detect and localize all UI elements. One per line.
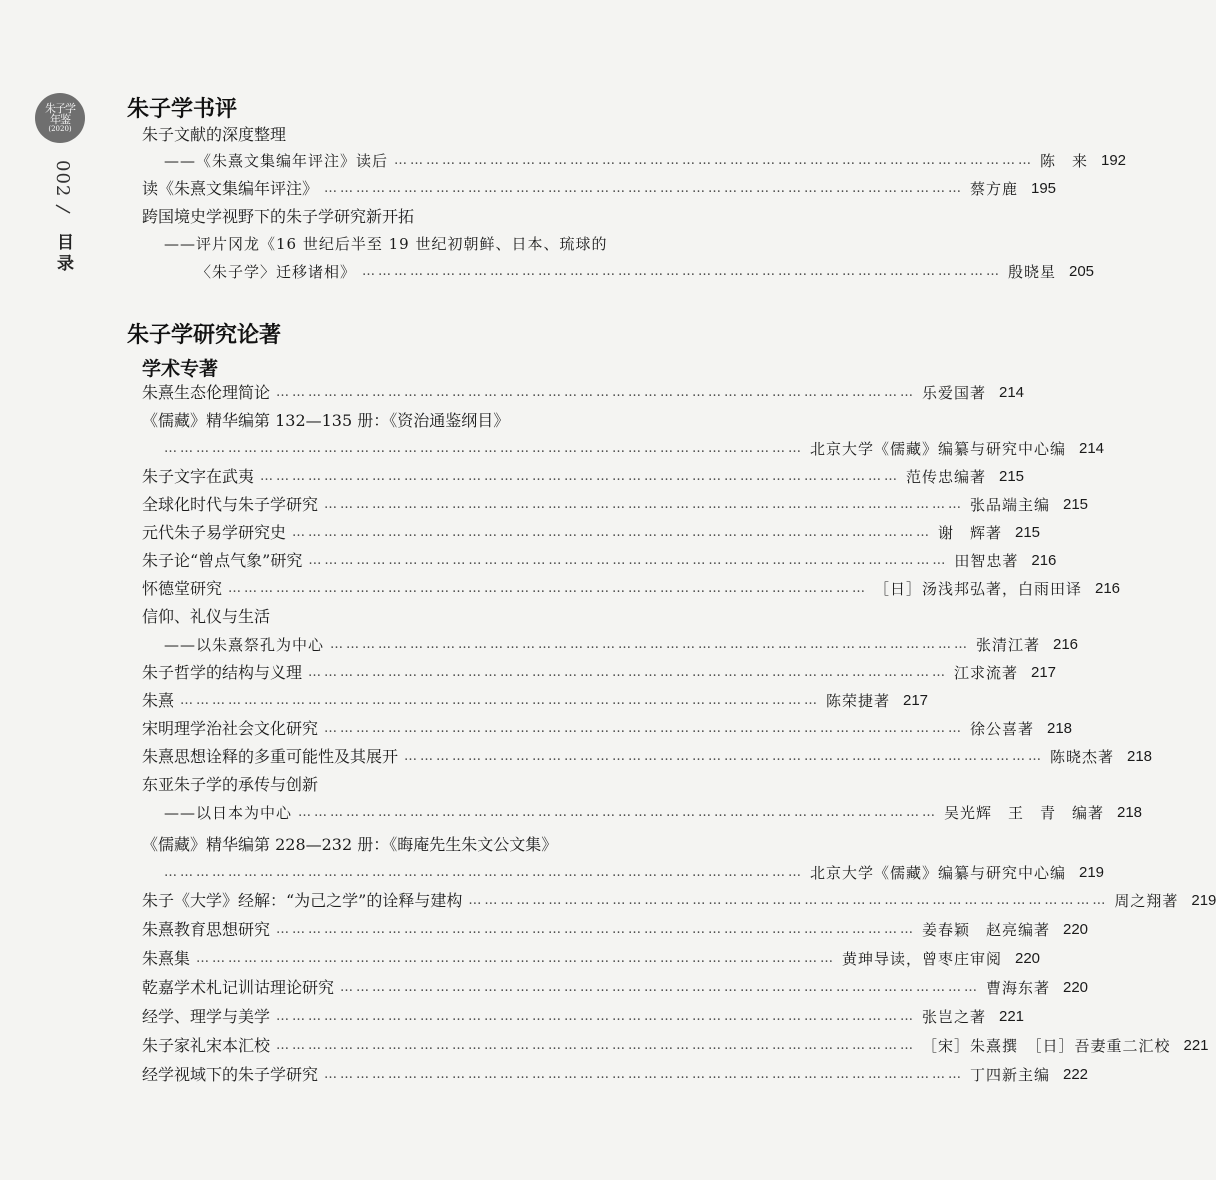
entry-title: 朱熹教育思想研究 <box>142 920 271 939</box>
leader-dots: ………………………………………………………………………………………………………… <box>164 441 804 456</box>
entry-author: ［宋］朱熹撰 ［日］吾妻重二汇校 <box>922 1037 1171 1055</box>
entry-title: 朱子《大学》经解：“为己之学”的诠释与建构 <box>142 891 463 910</box>
entry-page: 219 <box>1191 892 1216 909</box>
entry-author: 北京大学《儒藏》编纂与研究中心编 <box>810 440 1067 458</box>
entry-title: 东亚朱子学的承传与创新 <box>142 775 319 794</box>
entry-author: 曹海东著 <box>986 979 1051 997</box>
toc-entry[interactable] <box>142 661 1057 685</box>
leader-dots: ………………………………………………………………………………………………………… <box>298 805 939 820</box>
yearbook-badge-logo <box>35 93 85 143</box>
entry-author: 乐爱国著 <box>922 384 987 402</box>
leader-dots: ………………………………………………………………………………………………………… <box>196 951 837 966</box>
entry-title: 朱子文字在武夷 <box>142 467 255 486</box>
entry-page: 221 <box>999 1008 1025 1025</box>
toc-entry[interactable] <box>142 521 1041 545</box>
toc-entry[interactable] <box>142 918 1089 942</box>
entry-page: 216 <box>1031 552 1057 569</box>
entry-title: 经学视域下的朱子学研究 <box>142 1065 319 1084</box>
entry-title: 朱熹生态伦理简论 <box>142 383 271 402</box>
leader-dots: ………………………………………………………………………………………………………… <box>164 865 804 880</box>
entry-title: 乾嘉学术札记训诂理论研究 <box>142 978 335 997</box>
entry-page: 219 <box>1078 864 1105 881</box>
entry-title: 宋明理学治社会文化研究 <box>142 719 319 738</box>
leader-dots: ………………………………………………………………………………………………………… <box>180 693 821 708</box>
page-number: 002 <box>52 160 73 198</box>
toc-entry[interactable] <box>142 976 1089 1000</box>
badge-line2: 年鉴 <box>50 113 70 127</box>
entry-author: ［日］汤浅邦弘著，白雨田译 <box>874 580 1083 598</box>
entry-page: 218 <box>1117 804 1143 821</box>
toc-entry[interactable] <box>196 260 1095 284</box>
entry-title: 《儒藏》精华编第 132—135 册：《资治通鉴纲目》 <box>142 411 510 430</box>
toc-entry[interactable] <box>142 1005 1025 1029</box>
entry-author: 北京大学《儒藏》编纂与研究中心编 <box>810 864 1067 882</box>
toc-entry[interactable] <box>142 689 929 713</box>
entry-subtitle: ——《朱熹文集编年评注》读后 <box>164 152 389 170</box>
leader-dots: ………………………………………………………………………………………………………… <box>394 153 1035 168</box>
leader-dots: ………………………………………………………………………………………………………… <box>292 525 933 540</box>
leader-dots: ………………………………………………………………………………………………………… <box>330 637 971 652</box>
leader-dots: ………………………………………………………………………………………………………… <box>324 181 965 196</box>
subsection-heading-monographs: 学术专著 <box>142 358 219 380</box>
toc-entry[interactable] <box>142 1034 1209 1058</box>
entry-page: 195 <box>1031 180 1057 197</box>
leader-dots: ………………………………………………………………………………………………………… <box>362 264 1003 279</box>
entry-author: 蔡方鹿 <box>970 180 1019 198</box>
entry-title: 朱子家礼宋本汇校 <box>142 1036 271 1055</box>
entry-page: 220 <box>1063 979 1089 996</box>
entry-author: 殷晓星 <box>1008 263 1057 281</box>
entry-page: 218 <box>1047 720 1073 737</box>
toc-entry[interactable] <box>142 577 1121 601</box>
entry-page: 217 <box>903 692 929 709</box>
entry-page: 215 <box>999 468 1025 485</box>
leader-dots: ………………………………………………………………………………………………………… <box>324 1067 965 1082</box>
entry-author: 张岂之著 <box>922 1008 987 1026</box>
toc-entry[interactable] <box>164 149 1127 173</box>
entry-title: 朱子哲学的结构与义理 <box>142 663 303 682</box>
toc-entry[interactable] <box>164 801 1143 825</box>
section-label-vertical: 目录 <box>53 233 73 275</box>
entry-title: 朱子文献的深度整理 <box>142 125 287 144</box>
toc-entry[interactable] <box>142 745 1153 769</box>
toc-entry[interactable] <box>164 861 1105 885</box>
entry-title: 全球化时代与朱子学研究 <box>142 495 319 514</box>
badge-line3: (2020) <box>48 124 72 133</box>
entry-subtitle: ——以日本为中心 <box>164 804 293 822</box>
entry-page: 216 <box>1095 580 1121 597</box>
leader-dots: ………………………………………………………………………………………………………… <box>276 1038 917 1053</box>
entry-page: 218 <box>1127 748 1153 765</box>
toc-entry[interactable] <box>142 177 1057 201</box>
entry-author: 陈 来 <box>1040 152 1089 170</box>
badge-line1: 朱子学 <box>45 101 75 115</box>
entry-page: 216 <box>1053 636 1079 653</box>
toc-entry[interactable] <box>142 1063 1089 1087</box>
entry-page: 214 <box>999 384 1025 401</box>
toc-entry[interactable] <box>164 437 1105 461</box>
toc-entry[interactable] <box>142 493 1089 517</box>
entry-author: 周之翔著 <box>1114 892 1179 910</box>
toc-entry[interactable] <box>142 717 1073 741</box>
entry-author: 范传忠编著 <box>906 468 987 486</box>
entry-subtitle: 〈朱子学〉迁移诸相》 <box>196 263 357 281</box>
leader-dots: ………………………………………………………………………………………………………… <box>308 665 949 680</box>
leader-dots: ………………………………………………………………………………………………………… <box>228 581 869 596</box>
entry-author: 徐公喜著 <box>970 720 1035 738</box>
entry-title: 元代朱子易学研究史 <box>142 523 287 542</box>
section-heading-book-review: 朱子学书评 <box>127 96 238 122</box>
entry-title: 朱子论“曾点气象”研究 <box>142 551 303 570</box>
toc-entry[interactable] <box>164 633 1079 657</box>
entry-author: 陈晓杰著 <box>1050 748 1115 766</box>
entry-title: 朱熹思想诠释的多重可能性及其展开 <box>142 747 399 766</box>
entry-page: 220 <box>1063 921 1089 938</box>
entry-title: 《儒藏》精华编第 228—232 册：《晦庵先生朱文公文集》 <box>142 835 558 854</box>
toc-entry[interactable] <box>142 381 1025 405</box>
leader-dots: ………………………………………………………………………………………………………… <box>340 980 981 995</box>
leader-dots: ………………………………………………………………………………………………………… <box>324 721 965 736</box>
entry-page: 217 <box>1031 664 1057 681</box>
toc-entry[interactable] <box>142 465 1025 489</box>
leader-dots: ………………………………………………………………………………………………………… <box>404 749 1045 764</box>
entry-page: 222 <box>1063 1066 1089 1083</box>
entry-title: 读《朱熹文集编年评注》 <box>142 179 319 198</box>
entry-title: 经学、理学与美学 <box>142 1007 271 1026</box>
entry-author: 田智忠著 <box>954 552 1019 570</box>
entry-title: 朱熹集 <box>142 949 191 968</box>
entry-page: 192 <box>1101 152 1127 169</box>
entry-title: 怀德堂研究 <box>142 579 223 598</box>
entry-author: 张品端主编 <box>970 496 1051 514</box>
leader-dots: ………………………………………………………………………………………………………… <box>324 497 965 512</box>
entry-title: 信仰、礼仪与生活 <box>142 607 271 626</box>
entry-page: 221 <box>1183 1037 1209 1054</box>
entry-subtitle: ——以朱熹祭孔为中心 <box>164 636 325 654</box>
entry-author: 姜春颖 赵亮编著 <box>922 921 1051 939</box>
entry-author: 丁四新主编 <box>970 1066 1051 1084</box>
entry-author: 黄珅导读，曾枣庄审阅 <box>842 950 1003 968</box>
leader-dots: ………………………………………………………………………………………………………… <box>276 385 917 400</box>
entry-author: 陈荣捷著 <box>826 692 891 710</box>
entry-page: 214 <box>1078 440 1105 457</box>
toc-entry[interactable] <box>142 889 1216 913</box>
entry-subtitle: ——评片冈龙《16 世纪后半至 19 世纪初朝鲜、日本、琉球的 <box>164 235 608 253</box>
entry-page: 220 <box>1015 950 1041 967</box>
entry-author: 吴光辉 王 青 编著 <box>944 804 1105 822</box>
entry-title: 跨国境史学视野下的朱子学研究新开拓 <box>142 207 415 226</box>
toc-entry[interactable] <box>142 549 1057 573</box>
entry-page: 215 <box>1063 496 1089 513</box>
leader-dots: ………………………………………………………………………………………………………… <box>260 469 901 484</box>
section-heading-works: 朱子学研究论著 <box>127 322 282 348</box>
toc-entry[interactable] <box>142 947 1041 971</box>
entry-author: 张清江著 <box>976 636 1041 654</box>
leader-dots: ………………………………………………………………………………………………………… <box>276 922 917 937</box>
slash-divider <box>55 203 71 215</box>
leader-dots: ………………………………………………………………………………………………………… <box>276 1009 917 1024</box>
entry-author: 谢 辉著 <box>938 524 1003 542</box>
entry-page: 215 <box>1015 524 1041 541</box>
entry-title: 朱熹 <box>142 691 175 710</box>
leader-dots: ………………………………………………………………………………………………………… <box>468 893 1109 908</box>
leader-dots: ………………………………………………………………………………………………………… <box>308 553 949 568</box>
entry-author: 江求流著 <box>954 664 1019 682</box>
entry-page: 205 <box>1069 263 1095 280</box>
